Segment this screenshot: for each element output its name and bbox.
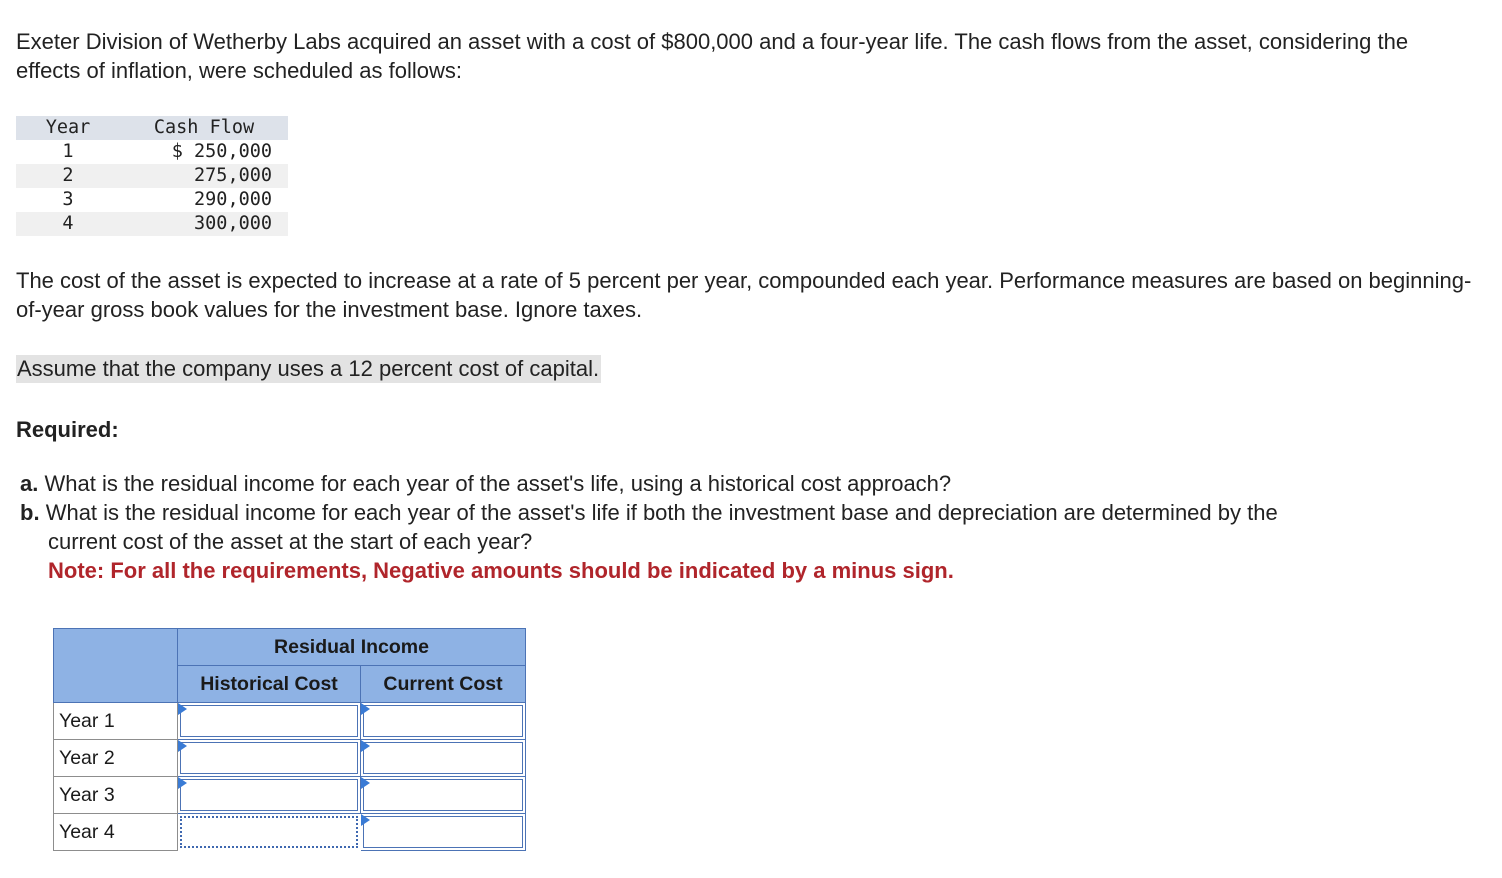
current-cost-year2-input[interactable] — [361, 740, 526, 777]
input-marker-icon — [361, 740, 370, 752]
answer-row — [54, 777, 526, 814]
input-marker-icon — [178, 703, 187, 715]
historical-cost-year2-input[interactable] — [178, 740, 361, 777]
year-row-label: Year 1 — [54, 703, 178, 740]
residual-income-answer-table — [53, 628, 526, 851]
current-cost-year4-input[interactable] — [361, 814, 526, 851]
current-cost-year1-input[interactable] — [361, 703, 526, 740]
input-marker-icon — [178, 740, 187, 752]
required-heading: Required: — [16, 417, 119, 442]
answer-row — [54, 814, 526, 851]
year-cell: 1 — [62, 141, 74, 162]
cash-flow-cell: 275,000 — [120, 164, 288, 188]
problem-intro: Exeter Division of Wetherby Labs acquired an asset with a cost of $800,000 and a four-year life. The cash flows from the asset, considering the effects of inflation, were scheduled as follows: — [16, 29, 1409, 83]
question-a-text: What is the residual income for each year of the asset's life, using a historical cost approach? — [44, 471, 952, 496]
cash-flow-column-header: Cash Flow — [120, 116, 288, 140]
cost-of-capital-assumption: Assume that the company uses a 12 percent cost of capital. — [17, 356, 600, 381]
cash-flow-row — [16, 212, 288, 236]
year-cell: 4 — [16, 212, 120, 236]
question-b-continuation: current cost of the asset at the start of each year? — [48, 529, 533, 554]
cash-flow-cell: 290,000 — [194, 189, 272, 210]
negative-amounts-note: Note: For all the requirements, Negative amounts should be indicated by a minus sign. — [48, 558, 954, 583]
historical-cost-header: Historical Cost — [178, 666, 361, 703]
year-row-label: Year 3 — [54, 777, 178, 814]
historical-cost-year3-input[interactable] — [178, 777, 361, 814]
cash-flow-row — [16, 140, 288, 164]
question-a-label: a. — [20, 471, 39, 496]
residual-income-header: Residual Income — [178, 629, 526, 666]
cash-flow-header-row — [16, 116, 288, 140]
answer-row — [54, 740, 526, 777]
question-b — [20, 498, 1480, 527]
problem-details: The cost of the asset is expected to increase at a rate of 5 percent per year, compounded each year. Performance measures are based on beginning-of-year gross book values for the investment base. Ignore taxes. — [16, 268, 1472, 322]
input-marker-icon — [361, 814, 370, 826]
year-cell: 3 — [62, 189, 74, 210]
cash-flow-cell: 300,000 — [120, 212, 288, 236]
answer-row — [54, 703, 526, 740]
cash-flow-row — [16, 164, 288, 188]
year-column-header: Year — [16, 116, 120, 140]
blank-header-cell — [54, 629, 178, 703]
current-cost-year3-input[interactable] — [361, 777, 526, 814]
cash-flow-cell: $ 250,000 — [171, 141, 272, 162]
year-cell: 2 — [16, 164, 120, 188]
cash-flow-table — [16, 116, 288, 236]
question-b-text: What is the residual income for each year of the asset's life if both the investment base and depreciation are determined by the — [45, 500, 1278, 525]
year-row-label: Year 2 — [54, 740, 178, 777]
current-cost-header: Current Cost — [361, 666, 526, 703]
historical-cost-year4-input[interactable] — [178, 814, 361, 851]
year-row-label: Year 4 — [54, 814, 178, 851]
question-b-label: b. — [20, 500, 40, 525]
question-a — [20, 469, 951, 498]
input-marker-icon — [361, 703, 370, 715]
input-marker-icon — [178, 777, 187, 789]
cash-flow-row — [16, 188, 288, 212]
input-marker-icon — [361, 777, 370, 789]
historical-cost-year1-input[interactable] — [178, 703, 361, 740]
